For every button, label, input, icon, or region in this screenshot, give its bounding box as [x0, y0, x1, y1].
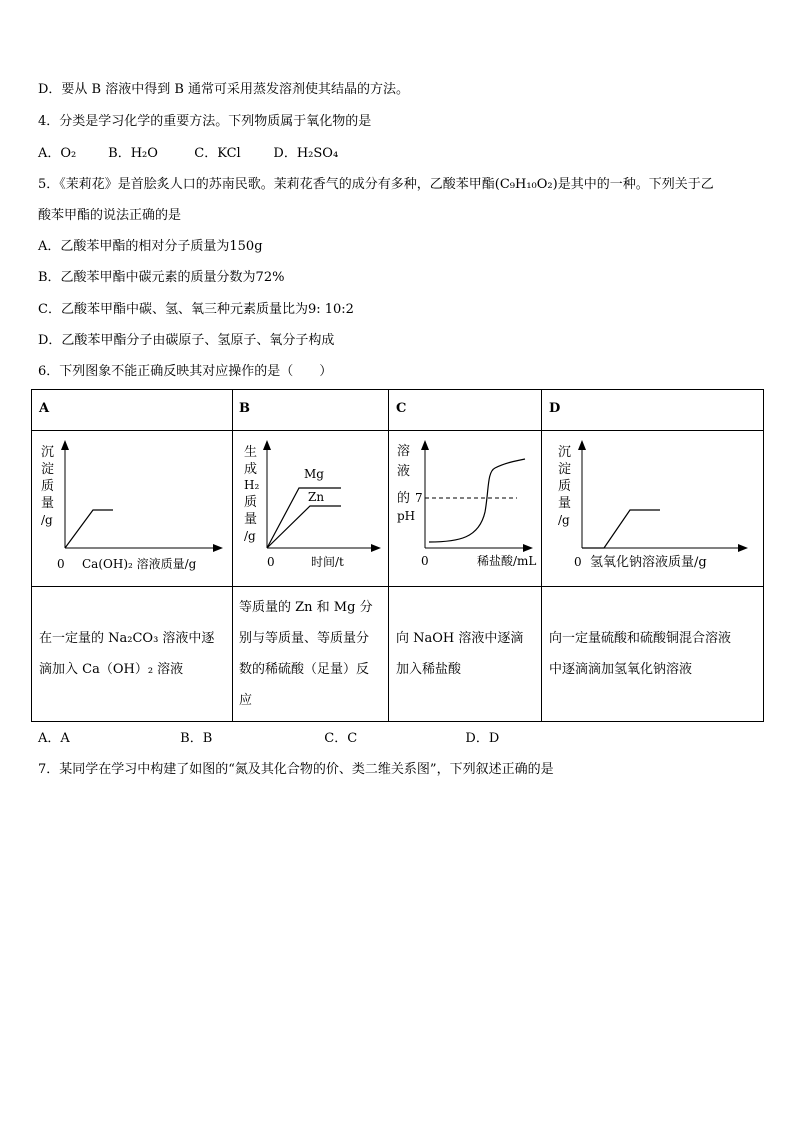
q4-option-c: C．KCl [194, 146, 241, 161]
graph-b-curve-mg [267, 488, 341, 548]
graph-d-y-arrow [578, 440, 586, 450]
graph-a-origin: 0 [57, 557, 65, 571]
q6-stem: 6．下列图象不能正确反映其对应操作的是（ ） [38, 364, 333, 379]
q6-option-a: A．A [38, 731, 70, 746]
q5-option-b: B．乙酸苯甲酯中碳元素的质量分数为72% [38, 270, 285, 285]
desc-d-line: 向一定量硫酸和硫酸铜混合溶液 [549, 631, 732, 646]
graph-d [542, 430, 763, 586]
q5-stem-line2: 酸苯甲酯的说法正确的是 [38, 208, 182, 223]
graph-d-x-arrow [738, 544, 748, 552]
graph-d-xlabel: 氢氧化钠溶液质量/g [590, 555, 707, 570]
graph-a-ylabel: 质 [41, 479, 55, 494]
graph-c-curve [429, 459, 525, 542]
graph-b-ylabel: 生 [244, 445, 258, 460]
graph-a-ylabel: 淀 [41, 462, 55, 477]
graph-b-origin: 0 [267, 555, 275, 569]
graph-a-x-arrow [213, 544, 223, 552]
q3-option-d: D．要从 B 溶液中得到 B 通常可采用蒸发溶剂使其结晶的方法。 [38, 82, 410, 97]
graph-d-ylabel: 质 [558, 479, 572, 494]
graph-a [31, 430, 232, 586]
header-d: D [549, 401, 561, 416]
header-c: C [396, 401, 407, 416]
q6-table [31, 389, 764, 722]
graph-a-curve [65, 510, 113, 548]
desc-b-line: 数的稀硫酸（足量）反 [239, 662, 370, 677]
q5-option-d: D．乙酸苯甲酯分子由碳原子、氢原子、氧分子构成 [38, 333, 335, 348]
header-b: B [239, 401, 250, 416]
q5-option-c: C．乙酸苯甲酯中碳、氢、氧三种元素质量比为9: 10:2 [38, 302, 354, 317]
graph-d-curve [582, 510, 660, 548]
q7-stem: 7．某同学在学习中构建了如图的“氮及其化合物的价、类二维关系图”，下列叙述正确的是 [38, 762, 554, 777]
graph-d-ylabel: 淀 [558, 462, 572, 477]
graph-d-ylabel: 沉 [558, 445, 572, 460]
q6-options [38, 731, 499, 747]
graph-b-ylabel: 成 [244, 462, 258, 477]
table-border-top [31, 389, 764, 390]
graph-c-x-arrow [523, 544, 533, 552]
header-a: A [39, 401, 50, 416]
graph-a-ylabel: 沉 [41, 445, 55, 460]
graph-c-ylabel: pH [397, 509, 416, 523]
desc-c-line: 加入稀盐酸 [396, 662, 462, 677]
graph-c-ylabel: 液 [397, 464, 411, 479]
q4-option-d: D．H₂SO₄ [273, 146, 339, 161]
q6-option-c: C．C [324, 731, 358, 746]
desc-d-line: 中逐滴滴加氢氧化钠溶液 [549, 662, 693, 677]
graph-c-ylabel: 溶 [397, 444, 411, 459]
graph-c-tick-7: 7 [415, 491, 423, 505]
graph-a-y-arrow [61, 440, 69, 450]
graph-c-xlabel: 稀盐酸/mL [477, 554, 537, 568]
graph-d-origin: 0 [574, 555, 582, 569]
graph-c [389, 430, 541, 586]
q4-option-a: A．O₂ [38, 146, 77, 161]
desc-a-line: 滴加入 Ca（OH）₂ 溶液 [39, 662, 184, 677]
table-row-divider [31, 586, 764, 587]
table-border-right [763, 389, 764, 722]
graph-c-y-arrow [421, 440, 429, 450]
graph-a-ylabel: /g [41, 513, 53, 527]
q4-options [38, 146, 338, 162]
graph-b-ylabel: 量 [244, 512, 258, 527]
q4-stem: 4．分类是学习化学的重要方法。下列物质属于氧化物的是 [38, 114, 372, 129]
q5-option-a: A．乙酸苯甲酯的相对分子质量为150g [38, 239, 263, 254]
q6-option-b: B．B [180, 731, 213, 746]
graph-b-x-arrow [371, 544, 381, 552]
desc-c [396, 623, 523, 685]
graph-b-xlabel: 时间/t [311, 555, 344, 569]
graph-d-ylabel: 量 [558, 496, 572, 511]
desc-b-line: 等质量的 Zn 和 Mg 分 [239, 600, 373, 615]
graph-b [233, 430, 388, 586]
desc-a-line: 在一定量的 Na₂CO₃ 溶液中逐 [39, 631, 215, 646]
graph-b-ylabel: /g [244, 529, 256, 543]
graph-b-series-mg: Mg [304, 467, 324, 481]
table-border-bottom [31, 721, 764, 722]
q5-stem-line1: 5．《茉莉花》是首脍炙人口的苏南民歌。茉莉花香气的成分有多种，乙酸苯甲酯(C₉H₁₀O₂)是其中的一种。下列关于乙 [38, 177, 714, 192]
graph-b-ylabel: 质 [244, 495, 258, 510]
graph-a-ylabel: 量 [41, 496, 55, 511]
desc-b-line: 应 [239, 693, 253, 708]
graph-d-ylabel: /g [558, 513, 570, 527]
graph-c-origin: 0 [421, 554, 429, 568]
desc-b-line: 别与等质量、等质量分 [239, 631, 370, 646]
desc-c-line: 向 NaOH 溶液中逐滴 [396, 631, 524, 646]
desc-a [39, 623, 214, 685]
q4-option-b: B．H₂O [108, 146, 158, 161]
graph-a-xlabel: Ca(OH)₂ 溶液质量/g [82, 557, 197, 571]
q6-option-d: D．D [465, 731, 500, 746]
graph-b-series-zn: Zn [308, 490, 325, 504]
desc-b [239, 592, 373, 716]
graph-c-ylabel: 的 [397, 491, 411, 506]
desc-d [549, 623, 731, 685]
graph-b-ylabel: H₂ [244, 478, 260, 492]
graph-b-y-arrow [263, 440, 271, 450]
